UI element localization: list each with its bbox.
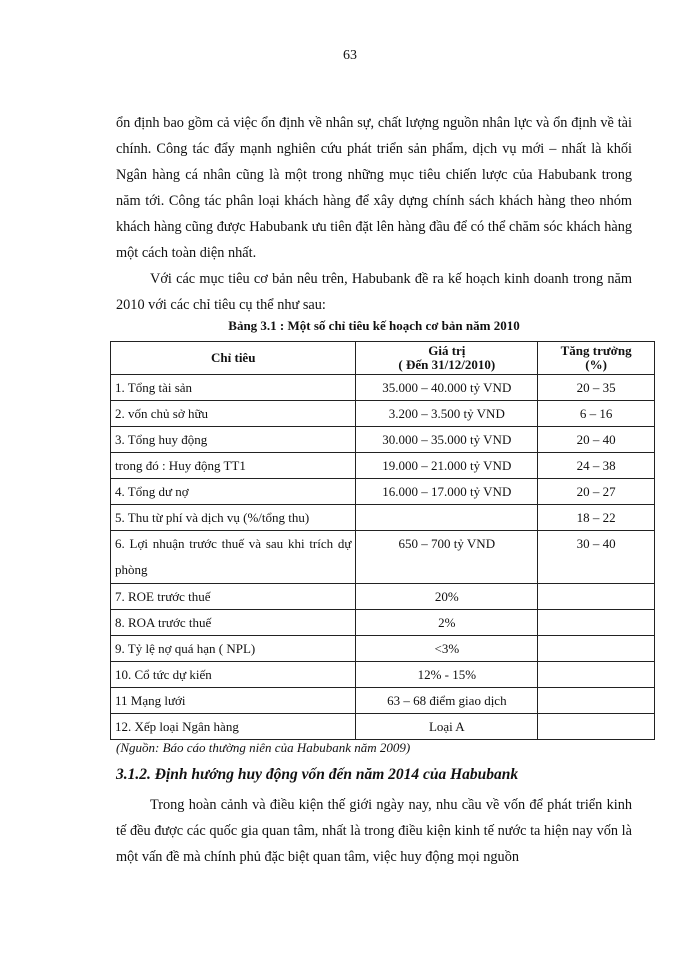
cell-indicator: 4. Tổng dư nợ [111, 479, 356, 505]
cell-growth: 24 – 38 [538, 453, 655, 479]
cell-value: Loại A [356, 714, 538, 740]
table-row [111, 505, 655, 531]
cell-growth [538, 688, 655, 714]
cell-value: 63 – 68 điểm giao dịch [356, 688, 538, 714]
paragraph: ổn định bao gồm cả việc ổn định về nhân sự, chất lượng nguồn nhân lực và ổn định về tài chính. Công tác đẩy mạnh nghiên cứu phát triển sản phẩm, dịch vụ mới – nhất là khối Ngân hàng cá nhân cũng là một trong những mục tiêu chiến lược của Habubank trong năm tới. Công tác phân loại khách hàng để xây dựng chính sách khách hàng theo nhóm khách hàng cũng được Habubank ưu tiên đặt lên hàng đầu để có thể chăm sóc khách hàng một cách toàn diện nhất. [116, 115, 632, 261]
cell-indicator: 11 Mạng lưới [111, 688, 356, 714]
cell-indicator: 10. Cổ tức dự kiến [111, 662, 356, 688]
header-value [356, 342, 538, 375]
cell-indicator: 5. Thu từ phí và dịch vụ (%/tổng thu) [111, 505, 356, 531]
cell-growth [538, 636, 655, 662]
cell-growth [538, 584, 655, 610]
header-growth [538, 342, 655, 375]
header-indicator: Chỉ tiêu [111, 342, 356, 375]
cell-indicator: 2. vốn chủ sở hữu [111, 401, 356, 427]
cell-growth: 6 – 16 [538, 401, 655, 427]
cell-indicator: trong đó : Huy động TT1 [111, 453, 356, 479]
cell-indicator: 7. ROE trước thuế [111, 584, 356, 610]
body-text [116, 792, 632, 870]
cell-value: 650 – 700 tỷ VND [356, 531, 538, 584]
page-number: 63 [343, 48, 357, 63]
table-row [111, 714, 655, 740]
table-row [111, 636, 655, 662]
header-growth-line2: (%) [585, 357, 607, 372]
cell-growth: 18 – 22 [538, 505, 655, 531]
source-note: (Nguồn: Báo cáo thường niên của Habubank năm 2009) [116, 740, 411, 755]
header-value-line2: ( Đến 31/12/2010) [398, 357, 496, 372]
table-caption: Bảng 3.1 : Một số chỉ tiêu kế hoạch cơ bản năm 2010 [228, 318, 520, 333]
cell-growth: 20 – 35 [538, 375, 655, 401]
cell-indicator: 9. Tỷ lệ nợ quá hạn ( NPL) [111, 636, 356, 662]
table-row [111, 427, 655, 453]
header-value-line1: Giá trị [428, 343, 466, 358]
cell-value: 30.000 – 35.000 tỷ VND [356, 427, 538, 453]
cell-value [356, 505, 538, 531]
cell-indicator: 12. Xếp loại Ngân hàng [111, 714, 356, 740]
cell-value: 12% - 15% [356, 662, 538, 688]
table-row [111, 584, 655, 610]
cell-growth: 30 – 40 [538, 531, 655, 584]
table-row [111, 662, 655, 688]
cell-growth [538, 714, 655, 740]
paragraph: Với các mục tiêu cơ bản nêu trên, Habubank đề ra kế hoạch kinh doanh trong năm 2010 với các chỉ tiêu cụ thể như sau: [116, 271, 632, 313]
table-row [111, 688, 655, 714]
table-header-row [111, 342, 655, 375]
cell-growth [538, 610, 655, 636]
section-heading: 3.1.2. Định hướng huy động vốn đến năm 2014 của Habubank [116, 766, 519, 783]
cell-indicator: 8. ROA trước thuế [111, 610, 356, 636]
cell-value: 35.000 – 40.000 tỷ VND [356, 375, 538, 401]
cell-value: 20% [356, 584, 538, 610]
cell-growth: 20 – 27 [538, 479, 655, 505]
cell-value: <3% [356, 636, 538, 662]
cell-value: 19.000 – 21.000 tỷ VND [356, 453, 538, 479]
cell-value: 2% [356, 610, 538, 636]
cell-value: 16.000 – 17.000 tỷ VND [356, 479, 538, 505]
table-row [111, 375, 655, 401]
cell-indicator: 3. Tổng huy động [111, 427, 356, 453]
header-growth-line1: Tăng trưởng [560, 343, 632, 358]
intro-text [116, 110, 632, 318]
table-row [111, 479, 655, 505]
table-row [111, 531, 655, 584]
table-row [111, 610, 655, 636]
cell-growth [538, 662, 655, 688]
paragraph: Trong hoàn cảnh và điều kiện thế giới ngày nay, nhu cầu về vốn để phát triển kinh tế đều được các quốc gia quan tâm, nhất là trong điều kiện kinh tế nước ta hiện nay vốn là một vấn đề mà chính phủ đặc biệt quan tâm, việc huy động mọi nguồn [116, 797, 632, 865]
cell-growth: 20 – 40 [538, 427, 655, 453]
cell-indicator: 6. Lợi nhuận trước thuế và sau khi trích dự phòng [111, 531, 356, 584]
cell-indicator: 1. Tổng tài sản [111, 375, 356, 401]
cell-value: 3.200 – 3.500 tỷ VND [356, 401, 538, 427]
plan-indicators-table [110, 341, 655, 740]
table-row [111, 401, 655, 427]
table-row [111, 453, 655, 479]
